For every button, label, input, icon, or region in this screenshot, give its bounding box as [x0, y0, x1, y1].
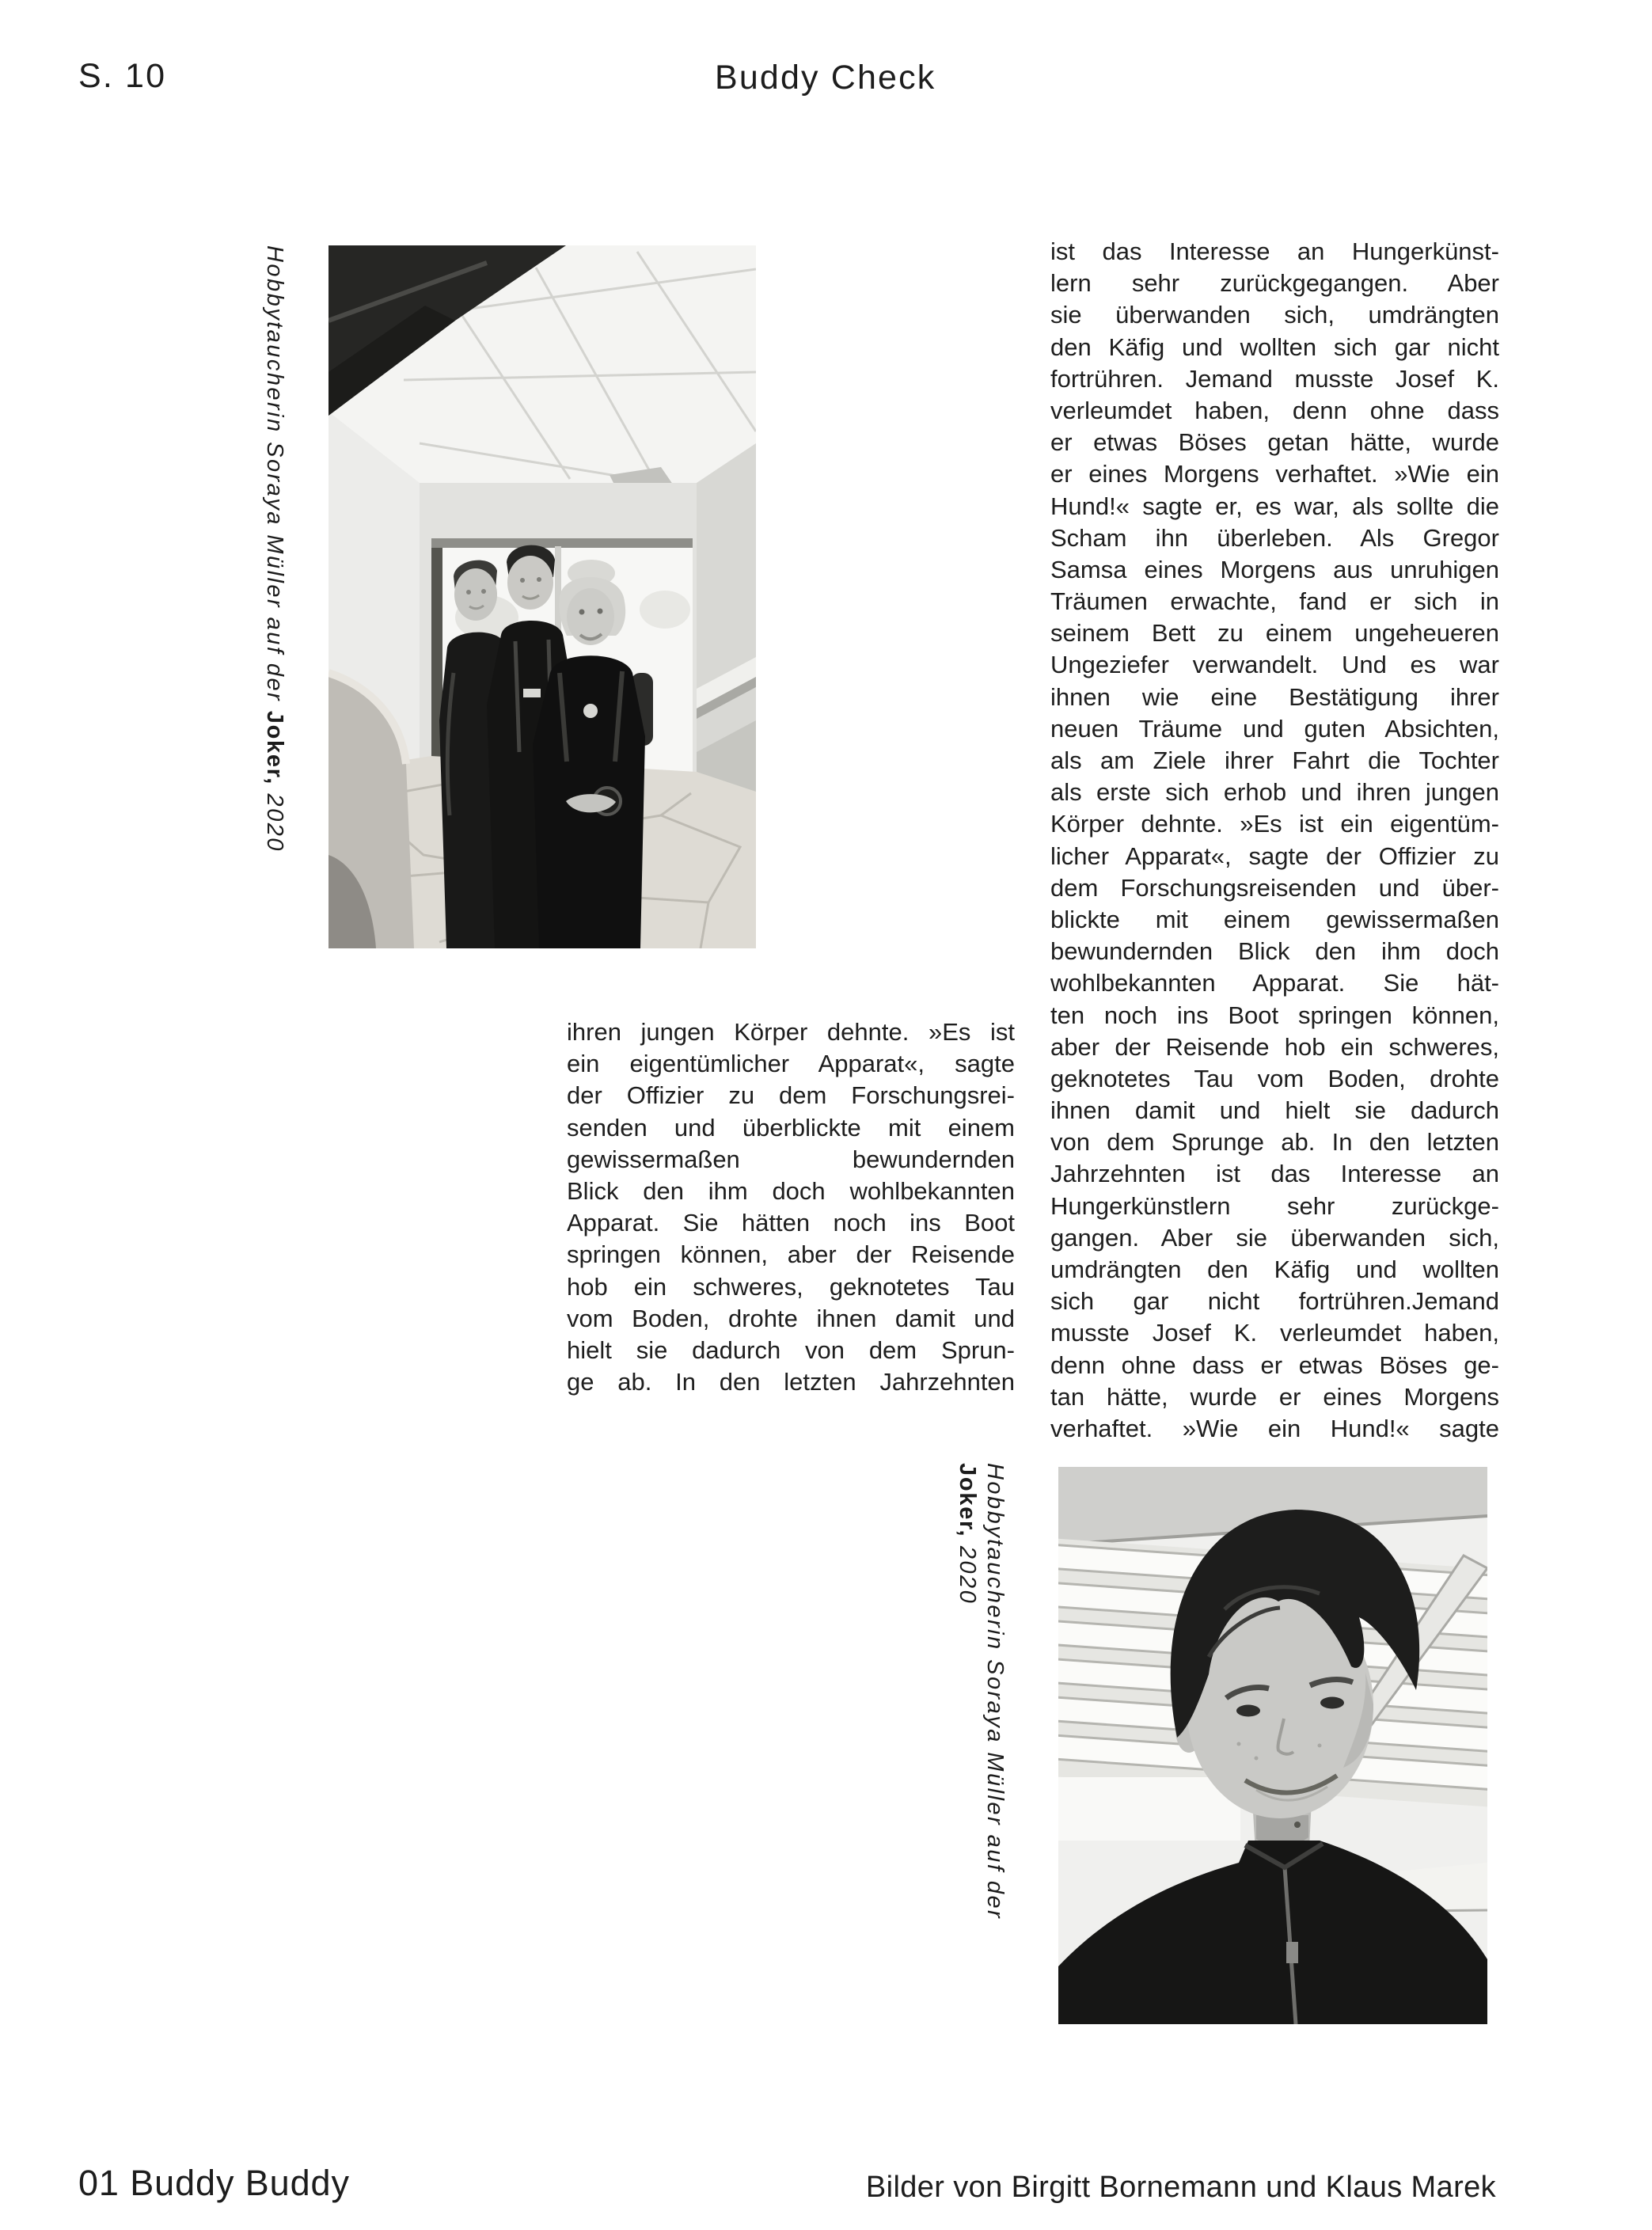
text-line: neuen Träume und guten Absichten,: [1050, 714, 1499, 743]
text-line: umdrängten den Käfig und wollten: [1050, 1256, 1499, 1283]
photo-caption-left: [260, 245, 288, 942]
eye: [1320, 1697, 1344, 1709]
photo-caption-bottom: [953, 1463, 1008, 2017]
caption-line: [953, 1463, 981, 2017]
text-line: gangen. Aber sie überwanden sich,: [1050, 1223, 1499, 1252]
text-line: geknotetes Tau vom Boden, drohte: [1050, 1064, 1499, 1092]
text-line: hob ein schweres, geknotetes Tau: [567, 1272, 1015, 1301]
portrait-photo-illustration: [1058, 1467, 1487, 2024]
text-line: ihnen damit und hielt sie dadurch: [1050, 1096, 1499, 1125]
divers-photo-illustration: [329, 245, 756, 948]
article-column-middle: [567, 1016, 1015, 1398]
text-line: vom Boden, drohte ihnen damit und: [567, 1304, 1015, 1332]
text-line: den Käfig und wollten sich gar nicht: [1050, 332, 1499, 361]
caption-work-title: Joker,: [262, 710, 287, 785]
text-line: er eines Morgens verhaftet. »Wie ein: [1050, 460, 1499, 488]
text-line: dem Forschungsreisenden und über-: [1050, 873, 1499, 902]
text-line: Apparat. Sie hätten noch ins Boot: [567, 1209, 1015, 1237]
text-line: ten noch ins Boot springen können,: [1050, 1001, 1499, 1029]
text-line: Träumen erwachte, fand er sich in: [1050, 587, 1499, 616]
footer-article-label: 01 Buddy Buddy: [78, 2163, 350, 2203]
eye: [1236, 1705, 1260, 1717]
text-line: sie überwanden sich, umdrängten: [1050, 301, 1499, 329]
text-line: ein eigentümlicher Apparat«, sagte: [567, 1050, 1015, 1078]
text-line: seinem Bett zu einem ungeheueren: [1050, 619, 1499, 648]
text-line: Samsa eines Morgens aus unruhigen: [1050, 555, 1499, 583]
text-line: tan hätte, wurde er eines Morgens: [1050, 1382, 1499, 1411]
text-line: Ungeziefer verwandelt. Und es war: [1050, 651, 1499, 679]
text-line: ge ab. In den letzten Jahrzehnten: [567, 1368, 1015, 1396]
article-column-right: [1050, 236, 1499, 1445]
page-header-title: Buddy Check: [715, 59, 936, 97]
text-line: Scham ihn überleben. Als Gregor: [1050, 523, 1499, 552]
text-line: Hungerkünstlern sehr zurückge-: [1050, 1191, 1499, 1220]
portrait-photo: [1058, 1467, 1487, 2024]
text-line: verhaftet. »Wie ein Hund!« sagte: [1050, 1414, 1499, 1442]
text-line: bewundernden Blick den ihm doch: [1050, 937, 1499, 966]
text-line: er etwas Böses getan hätte, wurde: [1050, 428, 1499, 457]
text-line: hielt sie dadurch von dem Sprun-: [567, 1335, 1015, 1364]
text-line: Körper dehnte. »Es ist ein eigentüm-: [1050, 810, 1499, 838]
text-line: Jahrzehnten ist das Interesse an: [1050, 1160, 1499, 1188]
text-line: ist das Interesse an Hungerkünst-: [1050, 237, 1499, 265]
page-number: S. 10: [78, 57, 167, 95]
text-line: sich gar nicht fortrühren.Jemand: [1050, 1287, 1499, 1316]
caption-line: [260, 245, 288, 942]
text-line: als am Ziele ihrer Fahrt die Tochter: [1050, 746, 1499, 774]
text-line: aber der Reisende hob ein schweres,: [1050, 1032, 1499, 1061]
text-line: musste Josef K. verleumdet haben,: [1050, 1319, 1499, 1347]
text-line: der Offizier zu dem Forschungsrei-: [567, 1081, 1015, 1110]
text-line: senden und überblickte mit einem: [567, 1113, 1015, 1142]
text-line: licher Apparat«, sagte der Offizier zu: [1050, 841, 1499, 870]
text-line: wohlbekannten Apparat. Sie hät-: [1050, 969, 1499, 997]
text-line: denn ohne dass er etwas Böses ge-: [1050, 1351, 1499, 1379]
caption-year: 2020: [262, 785, 287, 853]
text-line: fortrühren. Jemand musste Josef K.: [1050, 364, 1499, 393]
divers-photo: [329, 245, 756, 948]
text-line: Blick den ihm doch wohlbekannten: [567, 1176, 1015, 1205]
text-line: Hund!« sagte er, es war, als sollte die: [1050, 492, 1499, 520]
caption-work-title: Joker,: [955, 1463, 980, 1538]
footer-credits: Bilder von Birgitt Bornemann und Klaus Marek: [865, 2171, 1496, 2204]
text-line: ihren jungen Körper dehnte. »Es ist: [567, 1018, 1015, 1046]
text-line: verleumdet haben, denn ohne dass: [1050, 396, 1499, 424]
caption-text: Hobbytaucherin Soraya Müller auf der: [262, 245, 287, 711]
text-line: springen können, aber der Reisende: [567, 1240, 1015, 1269]
caption-line: Hobbytaucherin Soraya Müller auf der: [982, 1463, 1008, 1920]
text-line: von dem Sprunge ab. In den letzten: [1050, 1128, 1499, 1157]
text-line: als erste sich erhob und ihren jungen: [1050, 778, 1499, 807]
caption-year: 2020: [955, 1537, 980, 1605]
text-line: lern sehr zurückgegangen. Aber: [1050, 269, 1499, 298]
text-line: blickte mit einem gewissermaßen: [1050, 905, 1499, 933]
text-line: ihnen wie eine Bestätigung ihrer: [1050, 682, 1499, 711]
text-line: gewissermaßen bewundernden: [567, 1145, 1015, 1173]
